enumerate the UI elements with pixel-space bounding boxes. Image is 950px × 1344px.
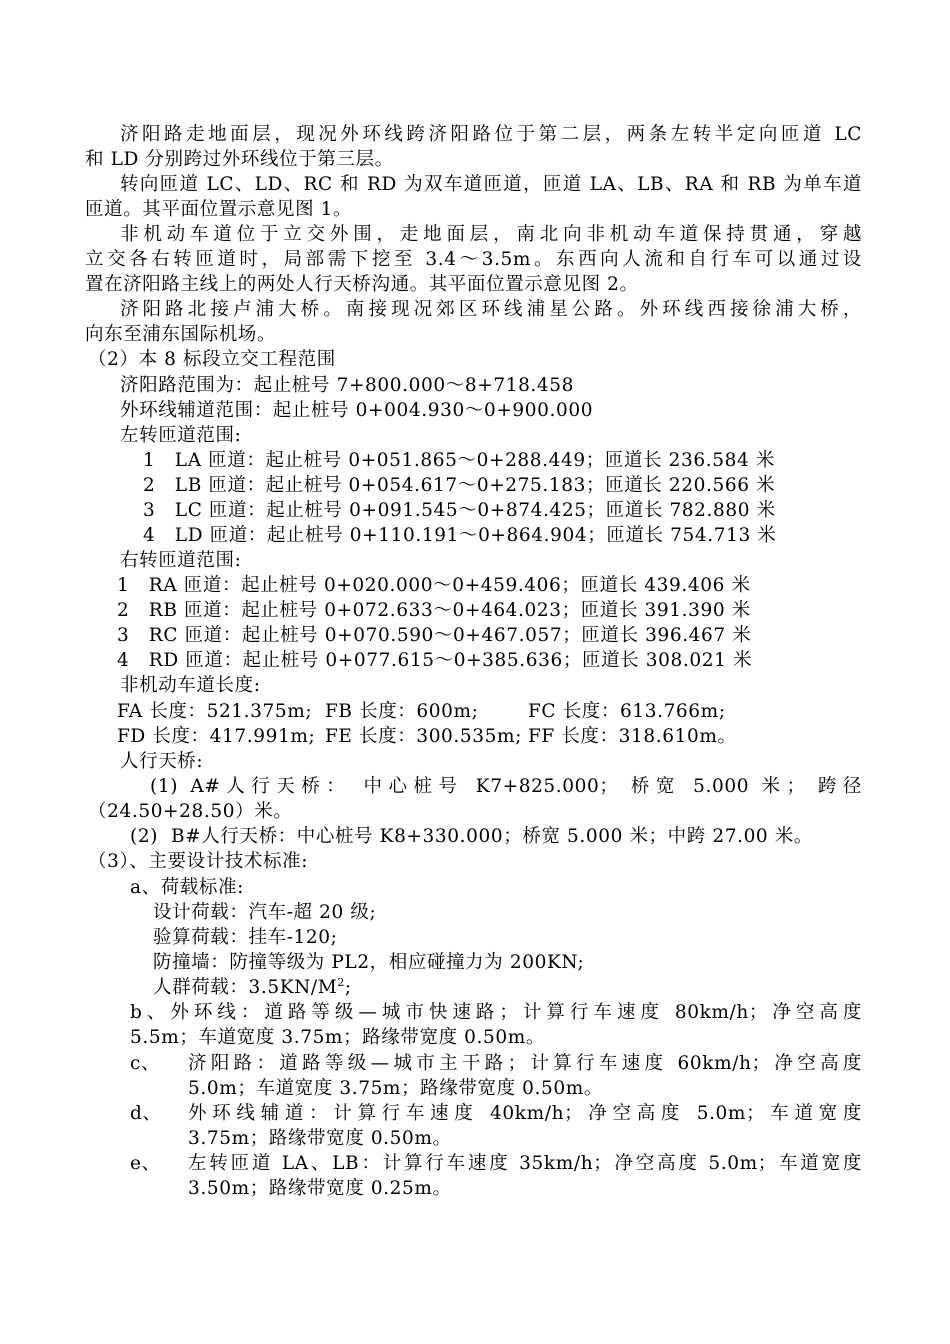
- paragraph-3-line-3: 置在济阳路主线上的两处人行天桥沟通。其平面位置示意见图 2。: [85, 274, 639, 295]
- right-ramp-rb: 2 RB 匝道：起止桩号 0+072.633～0+464.023；匝道长 391.390 米: [117, 600, 751, 621]
- load-standards-heading: a、荷载标准:: [130, 877, 244, 898]
- paragraph-3-line-2: 立交各右转匝道时，局部需下挖至 3.4～3.5m。东西向人流和自行车可以通过设: [85, 249, 862, 270]
- design-load: 设计荷载：汽车-超 20 级;: [153, 902, 377, 923]
- item-d-marker: d、: [130, 1103, 162, 1124]
- section-3-heading: （3）、主要设计技术标准:: [88, 851, 309, 872]
- footbridge-a-line-2: （24.50+28.50）米。: [88, 801, 293, 822]
- item-c-marker: c、: [130, 1053, 161, 1074]
- nonmotor-length-fd: FD 长度：417.991m;: [117, 726, 316, 747]
- left-ramp-la: 1 LA 匝道：起止桩号 0+051.865～0+288.449；匝道长 236.584 米: [143, 450, 775, 471]
- crowd-load-exponent: 2: [337, 975, 345, 989]
- footbridge-b: (2) B#人行天桥：中心桩号 K8+330.000；桥宽 5.000 米；中跨 27.00 米。: [130, 826, 813, 847]
- jiyang-road-range: 济阳路范围为：起止桩号 7+800.000～8+718.458: [120, 375, 575, 396]
- crash-barrier: 防撞墙：防撞等级为 PL2，相应碰撞力为 200KN;: [153, 952, 585, 973]
- item-e-marker: e、: [130, 1153, 161, 1174]
- left-ramp-standard-line-2: 3.50m；路缘带宽度 0.25m。: [188, 1178, 452, 1199]
- crowd-load-suffix: ;: [344, 977, 352, 998]
- footbridge-heading: 人行天桥:: [120, 751, 204, 772]
- side-road-standard-line-2: 3.75m；路缘带宽度 0.50m。: [188, 1128, 452, 1149]
- crowd-load-value: 人群荷载：3.5KN/M: [153, 977, 338, 998]
- paragraph-2-line-1: 转向匝道 LC、LD、RC 和 RD 为双车道匝道，匝道 LA、LB、RA 和 RB 为单车道: [120, 174, 862, 195]
- nonmotor-length-fa: FA 长度：521.375m;: [117, 701, 313, 722]
- paragraph-3-line-1: 非机动车道位于立交外围，走地面层，南北向非机动车道保持贯通，穿越: [120, 224, 862, 245]
- nonmotor-length-fe: FE 长度：300.535m;: [325, 726, 522, 747]
- left-ramp-lb: 2 LB 匝道：起止桩号 0+054.617～0+275.183；匝道长 220.566 米: [143, 475, 776, 496]
- section-2-heading: （2）本 8 标段立交工程范围: [88, 349, 336, 370]
- jiyang-standard-line-1: 济阳路：道路等级—城市主干路；计算行车速度 60km/h；净空高度: [188, 1053, 862, 1074]
- nonmotor-length-ff: FF 长度：318.610m。: [528, 726, 737, 747]
- outer-ring-standard-line-2: 5.5m；车道宽度 3.75m；路缘带宽度 0.50m。: [130, 1027, 545, 1048]
- paragraph-1-line-1: 济阳路走地面层，现况外环线跨济阳路位于第二层，两条左转半定向匝道 LC: [120, 124, 862, 145]
- right-ramp-rd: 4 RD 匝道：起止桩号 0+077.615～0+385.636；匝道长 308.021 米: [117, 650, 753, 671]
- nonmotor-lanes-heading: 非机动车道长度:: [120, 675, 261, 696]
- left-ramps-heading: 左转匝道范围:: [120, 425, 242, 446]
- nonmotor-length-fc: FC 长度：613.766m;: [528, 701, 726, 722]
- paragraph-2-line-2: 匝道。其平面位置示意见图 1。: [85, 199, 353, 220]
- right-ramp-ra: 1 RA 匝道：起止桩号 0+020.000～0+459.406；匝道长 439.406 米: [117, 575, 751, 596]
- right-ramp-rc: 3 RC 匝道：起止桩号 0+070.590～0+467.057；匝道长 396.467 米: [117, 625, 752, 646]
- paragraph-1-line-2: 和 LD 分别跨过外环线位于第三层。: [85, 149, 394, 170]
- crowd-load: [153, 975, 352, 1000]
- check-load: 验算荷载：挂车-120;: [153, 927, 338, 948]
- jiyang-standard-line-2: 5.0m；车道宽度 3.75m；路缘带宽度 0.50m。: [188, 1078, 603, 1099]
- right-ramps-heading: 右转匝道范围:: [120, 550, 242, 571]
- left-ramp-standard-line-1: 左转匝道 LA、LB：计算行车速度 35km/h；净空高度 5.0m；车道宽度: [188, 1153, 862, 1174]
- paragraph-4-line-2: 向东至浦东国际机场。: [85, 324, 277, 345]
- paragraph-4-line-1: 济阳路北接卢浦大桥。南接现况郊区环线浦星公路。外环线西接徐浦大桥，: [120, 299, 862, 320]
- outer-ring-side-road-range: 外环线辅道范围：起止桩号 0+004.930～0+900.000: [120, 400, 594, 421]
- outer-ring-standard-line-1: b、外环线：道路等级—城市快速路；计算行车速度 80km/h；净空高度: [130, 1002, 862, 1023]
- side-road-standard-line-1: 外环线辅道：计算行车速度 40km/h；净空高度 5.0m；车道宽度: [188, 1103, 862, 1124]
- left-ramp-lc: 3 LC 匝道：起止桩号 0+091.545～0+874.425；匝道长 782.880 米: [143, 500, 776, 521]
- footbridge-a-line-1: (1) A#人行天桥： 中心桩号 K7+825.000； 桥宽 5.000 米； 跨径: [150, 776, 862, 797]
- left-ramp-ld: 4 LD 匝道：起止桩号 0+110.191～0+864.904；匝道长 754.713 米: [143, 525, 777, 546]
- nonmotor-length-fb: FB 长度：600m;: [325, 701, 479, 722]
